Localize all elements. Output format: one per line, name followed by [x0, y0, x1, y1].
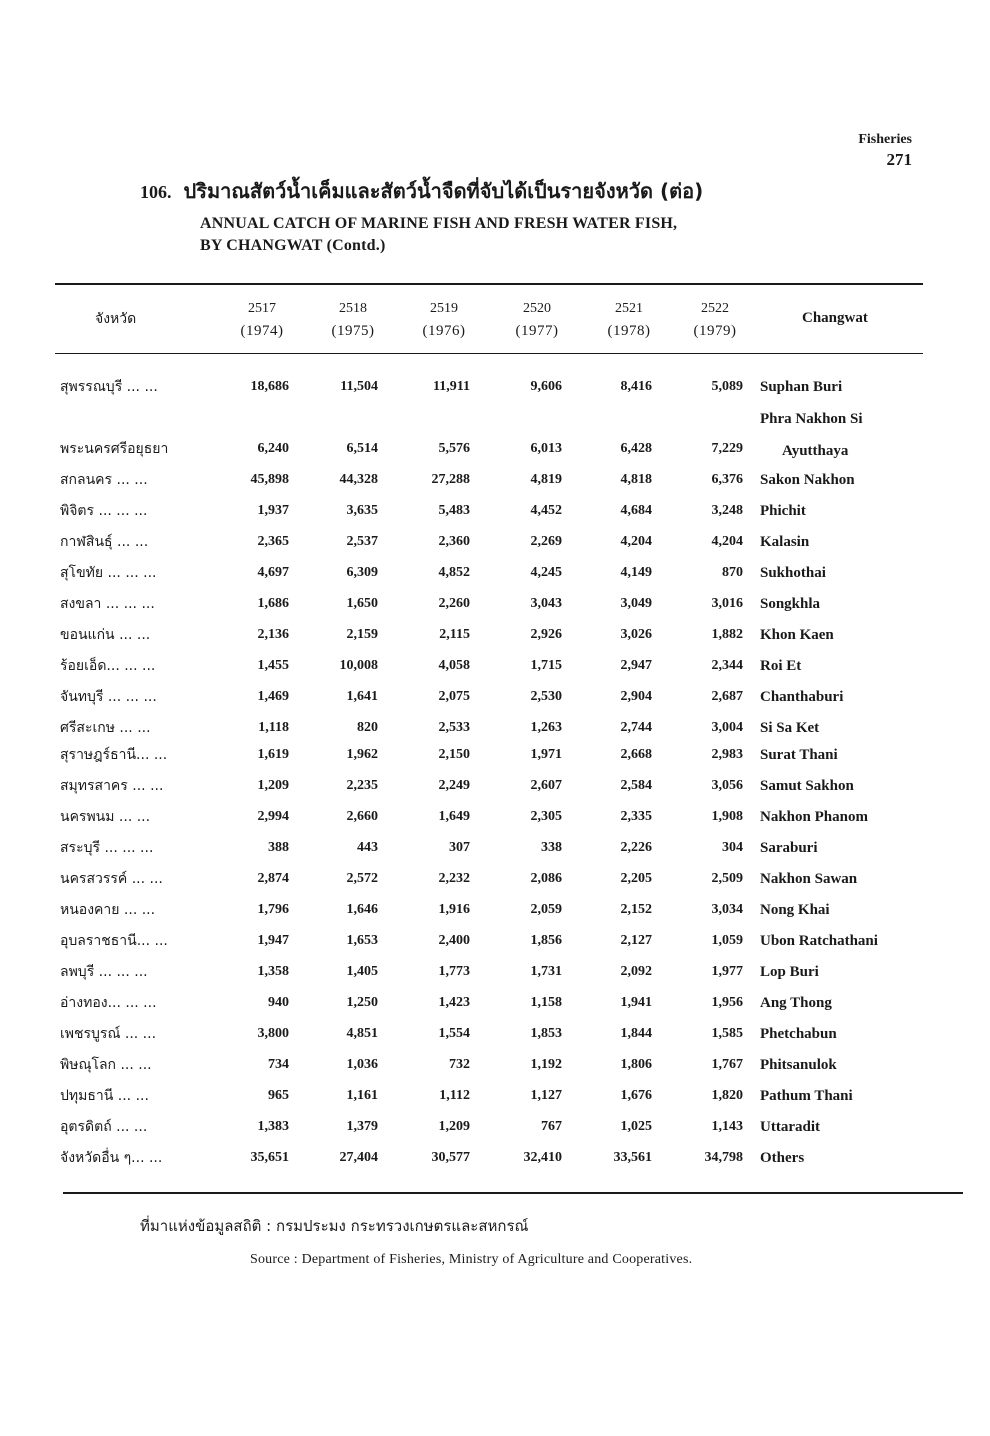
header-ce-year: (1976) — [422, 323, 466, 339]
table-row — [0, 651, 990, 682]
value-1978: 3,026 — [620, 627, 652, 642]
value-1974: 2,365 — [257, 534, 289, 549]
value-1979: 5,089 — [711, 379, 743, 394]
changwat-english: Suphan Buri — [760, 379, 843, 395]
value-1975: 1,653 — [346, 933, 378, 948]
value-1976: 4,852 — [438, 565, 470, 580]
table-row — [0, 864, 990, 895]
changwat-english: Nakhon Phanom — [760, 809, 868, 825]
source-english: Source : Department of Fisheries, Ministry of Agriculture and Cooperatives. — [250, 1252, 693, 1267]
table-row — [0, 1081, 990, 1112]
value-1978: 2,152 — [620, 902, 652, 917]
header-ce-year: (1978) — [607, 323, 651, 339]
table-row — [0, 926, 990, 957]
value-1977: 1,853 — [530, 1026, 562, 1041]
table-row — [0, 833, 990, 864]
changwat-thai: หนองคาย ... ... — [60, 902, 156, 918]
section-label: Fisheries — [858, 132, 912, 147]
value-1977: 9,606 — [530, 379, 562, 394]
header-be-year: 2520 — [523, 301, 551, 316]
value-1977: 2,269 — [530, 534, 562, 549]
value-1977: 1,731 — [530, 964, 562, 979]
changwat-thai: อุบลราชธานี... ... — [60, 933, 168, 949]
changwat-thai: สุราษฎร์ธานี... ... — [60, 747, 168, 763]
value-1977: 2,607 — [530, 778, 562, 793]
table-row — [0, 403, 990, 465]
header-be-year: 2519 — [430, 301, 458, 316]
changwat-english-line-1: Phra Nakhon Si — [760, 411, 863, 427]
value-1977: 2,926 — [530, 627, 562, 642]
title-thai-text: ปริมาณสัตว์น้ำเค็มและสัตว์น้ำจืดที่จับได้เป็นรายจังหวัด (ต่อ) — [183, 179, 704, 203]
value-1977: 1,158 — [530, 995, 562, 1010]
value-1974: 2,136 — [257, 627, 289, 642]
value-1976: 1,649 — [438, 809, 470, 824]
value-1976: 2,400 — [438, 933, 470, 948]
value-1974: 734 — [268, 1057, 289, 1072]
value-1977: 767 — [541, 1119, 562, 1134]
value-1978: 4,204 — [620, 534, 652, 549]
value-1975: 2,537 — [346, 534, 378, 549]
header-be-year: 2521 — [615, 301, 643, 316]
value-1979: 3,034 — [711, 902, 743, 917]
value-1974: 1,455 — [257, 658, 289, 673]
value-1978: 6,428 — [620, 441, 652, 456]
title-english-line-2: BY CHANGWAT (Contd.) — [200, 237, 386, 254]
source-thai: ที่มาแห่งข้อมูลสถิติ : กรมประมง กระทรวงเกษตรและสหกรณ์ — [140, 1217, 529, 1235]
changwat-english: Khon Kaen — [760, 627, 834, 643]
changwat-thai: อุตรดิตถ์ ... ... — [60, 1119, 148, 1135]
table-row — [0, 1050, 990, 1081]
header-changwat-english: Changwat — [802, 310, 868, 326]
header-ce-year: (1977) — [515, 323, 559, 339]
value-1974: 1,796 — [257, 902, 289, 917]
header-year-1978 — [597, 298, 661, 342]
changwat-english: Nong Khai — [760, 902, 830, 918]
value-1979: 3,004 — [711, 720, 743, 735]
value-1978: 2,947 — [620, 658, 652, 673]
header-rule — [55, 353, 923, 354]
changwat-thai: ลพบุรี ... ... ... — [60, 964, 148, 980]
value-1978: 4,684 — [620, 503, 652, 518]
value-1978: 33,561 — [613, 1150, 652, 1165]
value-1976: 307 — [449, 840, 470, 855]
header-year-1979 — [683, 298, 747, 342]
value-1975: 3,635 — [346, 503, 378, 518]
value-1979: 34,798 — [704, 1150, 743, 1165]
table-row — [0, 1112, 990, 1143]
value-1974: 965 — [268, 1088, 289, 1103]
value-1975: 2,235 — [346, 778, 378, 793]
changwat-thai: กาฬสินธุ์ ... ... — [60, 534, 149, 550]
table-row — [0, 527, 990, 558]
changwat-english: Ubon Ratchathani — [760, 933, 878, 949]
value-1975: 820 — [357, 720, 378, 735]
changwat-thai: พระนครศรีอยุธยา — [60, 441, 169, 457]
value-1977: 3,043 — [530, 596, 562, 611]
value-1975: 4,851 — [346, 1026, 378, 1041]
table-row — [0, 1019, 990, 1050]
value-1975: 10,008 — [339, 658, 378, 673]
table-row — [0, 802, 990, 833]
changwat-thai: สุโขทัย ... ... ... — [60, 565, 157, 581]
value-1977: 2,086 — [530, 871, 562, 886]
table-row — [0, 558, 990, 589]
changwat-english: Chanthaburi — [760, 689, 844, 705]
changwat-english: Samut Sakhon — [760, 778, 854, 794]
value-1978: 2,205 — [620, 871, 652, 886]
changwat-thai: ร้อยเอ็ด... ... ... — [60, 658, 156, 674]
changwat-thai: ศรีสะเกษ ... ... — [60, 720, 151, 736]
changwat-english: Nakhon Sawan — [760, 871, 858, 887]
value-1974: 4,697 — [257, 565, 289, 580]
value-1979: 1,767 — [711, 1057, 743, 1072]
value-1974: 1,358 — [257, 964, 289, 979]
value-1979: 4,204 — [711, 534, 743, 549]
changwat-english: Lop Buri — [760, 964, 819, 980]
value-1977: 1,263 — [530, 720, 562, 735]
value-1976: 1,554 — [438, 1026, 470, 1041]
value-1978: 3,049 — [620, 596, 652, 611]
value-1977: 4,245 — [530, 565, 562, 580]
value-1978: 4,149 — [620, 565, 652, 580]
value-1976: 5,576 — [438, 441, 470, 456]
value-1979: 1,882 — [711, 627, 743, 642]
changwat-english: Pathum Thani — [760, 1088, 853, 1104]
value-1978: 2,127 — [620, 933, 652, 948]
changwat-thai: เพชรบูรณ์ ... ... — [60, 1026, 157, 1042]
value-1974: 18,686 — [250, 379, 289, 394]
value-1974: 940 — [268, 995, 289, 1010]
table-row — [0, 957, 990, 988]
value-1976: 2,232 — [438, 871, 470, 886]
value-1974: 1,619 — [257, 747, 289, 762]
value-1977: 2,059 — [530, 902, 562, 917]
value-1974: 45,898 — [250, 472, 289, 487]
value-1974: 1,947 — [257, 933, 289, 948]
changwat-english: Phitsanulok — [760, 1057, 837, 1073]
table-row — [0, 1143, 990, 1174]
value-1974: 2,874 — [257, 871, 289, 886]
catch-table — [0, 372, 990, 1174]
changwat-thai: ปทุมธานี ... ... — [60, 1088, 149, 1104]
changwat-english: Saraburi — [760, 840, 818, 856]
value-1976: 2,360 — [438, 534, 470, 549]
value-1975: 1,250 — [346, 995, 378, 1010]
value-1979: 6,376 — [711, 472, 743, 487]
value-1978: 1,676 — [620, 1088, 652, 1103]
value-1976: 30,577 — [431, 1150, 470, 1165]
value-1976: 1,423 — [438, 995, 470, 1010]
value-1975: 443 — [357, 840, 378, 855]
header-changwat-thai: จังหวัด — [95, 311, 137, 327]
table-row — [0, 713, 990, 740]
changwat-thai: สุพรรณบุรี ... ... — [60, 379, 158, 395]
value-1977: 4,819 — [530, 472, 562, 487]
value-1974: 388 — [268, 840, 289, 855]
source-note — [140, 1212, 900, 1270]
changwat-english: Phetchabun — [760, 1026, 837, 1042]
value-1976: 2,249 — [438, 778, 470, 793]
value-1979: 1,820 — [711, 1088, 743, 1103]
value-1978: 2,335 — [620, 809, 652, 824]
value-1974: 1,469 — [257, 689, 289, 704]
header-be-year: 2522 — [701, 301, 729, 316]
header-year-1974 — [230, 298, 294, 342]
value-1975: 2,660 — [346, 809, 378, 824]
value-1978: 2,226 — [620, 840, 652, 855]
changwat-thai: พิจิตร ... ... ... — [60, 503, 148, 519]
changwat-english: Ang Thong — [760, 995, 832, 1011]
value-1978: 1,025 — [620, 1119, 652, 1134]
table-row — [0, 372, 990, 403]
value-1978: 4,818 — [620, 472, 652, 487]
table-row — [0, 895, 990, 926]
value-1977: 338 — [541, 840, 562, 855]
value-1975: 1,646 — [346, 902, 378, 917]
value-1976: 2,075 — [438, 689, 470, 704]
value-1979: 2,509 — [711, 871, 743, 886]
value-1976: 4,058 — [438, 658, 470, 673]
value-1974: 2,994 — [257, 809, 289, 824]
header-ce-year: (1979) — [693, 323, 737, 339]
value-1978: 1,844 — [620, 1026, 652, 1041]
header-be-year: 2518 — [339, 301, 367, 316]
top-rule — [55, 283, 923, 285]
changwat-thai: สกลนคร ... ... — [60, 472, 148, 488]
value-1979: 1,585 — [711, 1026, 743, 1041]
value-1979: 1,143 — [711, 1119, 743, 1134]
value-1978: 2,744 — [620, 720, 652, 735]
changwat-english: Ayutthaya — [782, 443, 849, 459]
value-1979: 1,956 — [711, 995, 743, 1010]
value-1976: 732 — [449, 1057, 470, 1072]
value-1977: 2,530 — [530, 689, 562, 704]
value-1975: 1,405 — [346, 964, 378, 979]
value-1978: 1,941 — [620, 995, 652, 1010]
value-1977: 1,856 — [530, 933, 562, 948]
value-1976: 11,911 — [433, 379, 470, 394]
value-1979: 1,908 — [711, 809, 743, 824]
value-1975: 1,641 — [346, 689, 378, 704]
value-1975: 1,161 — [346, 1088, 378, 1103]
value-1978: 2,904 — [620, 689, 652, 704]
table-number: 106. — [140, 182, 172, 202]
title-thai — [140, 176, 840, 207]
changwat-thai: นครสวรรค์ ... ... — [60, 871, 163, 887]
value-1976: 27,288 — [431, 472, 470, 487]
value-1979: 304 — [722, 840, 743, 855]
value-1975: 1,650 — [346, 596, 378, 611]
value-1979: 2,344 — [711, 658, 743, 673]
changwat-english: Uttaradit — [760, 1119, 820, 1135]
changwat-english: Surat Thani — [760, 747, 838, 763]
header-ce-year: (1975) — [331, 323, 375, 339]
value-1979: 2,687 — [711, 689, 743, 704]
value-1978: 8,416 — [620, 379, 652, 394]
page-header — [858, 130, 912, 170]
value-1976: 2,150 — [438, 747, 470, 762]
table-title — [140, 176, 840, 257]
value-1979: 2,983 — [711, 747, 743, 762]
header-year-1976 — [412, 298, 476, 342]
changwat-english: Phichit — [760, 503, 806, 519]
changwat-thai: จันทบุรี ... ... ... — [60, 689, 157, 705]
header-year-1977 — [505, 298, 569, 342]
value-1979: 7,229 — [711, 441, 743, 456]
value-1975: 6,514 — [346, 441, 378, 456]
value-1974: 1,118 — [258, 720, 289, 735]
value-1975: 2,159 — [346, 627, 378, 642]
changwat-thai: สงขลา ... ... ... — [60, 596, 155, 612]
value-1979: 1,977 — [711, 964, 743, 979]
value-1974: 1,383 — [257, 1119, 289, 1134]
changwat-thai: สมุทรสาคร ... ... — [60, 778, 164, 794]
value-1977: 1,192 — [530, 1057, 562, 1072]
value-1974: 6,240 — [257, 441, 289, 456]
table-row — [0, 988, 990, 1019]
value-1976: 2,260 — [438, 596, 470, 611]
value-1977: 6,013 — [530, 441, 562, 456]
value-1975: 44,328 — [339, 472, 378, 487]
header-be-year: 2517 — [248, 301, 276, 316]
value-1977: 1,715 — [530, 658, 562, 673]
table-row — [0, 589, 990, 620]
value-1979: 3,248 — [711, 503, 743, 518]
value-1976: 1,916 — [438, 902, 470, 917]
value-1979: 3,056 — [711, 778, 743, 793]
changwat-english: Songkhla — [760, 596, 821, 612]
value-1978: 2,668 — [620, 747, 652, 762]
changwat-thai: สระบุรี ... ... ... — [60, 840, 154, 856]
value-1977: 32,410 — [523, 1150, 562, 1165]
table-row — [0, 740, 990, 771]
table-header — [0, 298, 990, 350]
value-1975: 27,404 — [339, 1150, 378, 1165]
value-1976: 1,209 — [438, 1119, 470, 1134]
title-english-line-1: ANNUAL CATCH OF MARINE FISH AND FRESH WATER FISH, — [200, 215, 678, 232]
table-row — [0, 465, 990, 496]
value-1974: 3,800 — [257, 1026, 289, 1041]
changwat-thai: อ่างทอง... ... ... — [60, 995, 157, 1011]
title-english — [200, 213, 840, 257]
value-1976: 5,483 — [438, 503, 470, 518]
changwat-thai: พิษณุโลก ... ... — [60, 1057, 152, 1073]
changwat-english: Roi Et — [760, 658, 802, 674]
value-1974: 1,937 — [257, 503, 289, 518]
value-1977: 1,971 — [530, 747, 562, 762]
value-1975: 1,379 — [346, 1119, 378, 1134]
changwat-english: Sukhothai — [760, 565, 826, 581]
value-1977: 4,452 — [530, 503, 562, 518]
value-1978: 2,092 — [620, 964, 652, 979]
value-1975: 6,309 — [346, 565, 378, 580]
value-1974: 1,686 — [257, 596, 289, 611]
value-1976: 1,112 — [439, 1088, 470, 1103]
value-1975: 11,504 — [340, 379, 378, 394]
value-1974: 1,209 — [257, 778, 289, 793]
changwat-english: Kalasin — [760, 534, 810, 550]
value-1979: 1,059 — [711, 933, 743, 948]
value-1979: 3,016 — [711, 596, 743, 611]
bottom-rule — [63, 1192, 963, 1194]
value-1974: 35,651 — [250, 1150, 289, 1165]
header-year-1975 — [321, 298, 385, 342]
value-1976: 2,533 — [438, 720, 470, 735]
value-1976: 1,773 — [438, 964, 470, 979]
value-1976: 2,115 — [439, 627, 470, 642]
table-row — [0, 771, 990, 802]
changwat-thai: จังหวัดอื่น ๆ... ... — [60, 1150, 163, 1166]
changwat-english: Others — [760, 1150, 805, 1166]
changwat-thai: นครพนม ... ... — [60, 809, 151, 825]
table-row — [0, 682, 990, 713]
value-1978: 2,584 — [620, 778, 652, 793]
page-number: 271 — [886, 150, 912, 169]
value-1975: 1,962 — [346, 747, 378, 762]
value-1977: 2,305 — [530, 809, 562, 824]
value-1977: 1,127 — [530, 1088, 562, 1103]
table-row — [0, 620, 990, 651]
changwat-english: Sakon Nakhon — [760, 472, 855, 488]
changwat-english: Si Sa Ket — [760, 720, 820, 736]
value-1979: 870 — [722, 565, 743, 580]
changwat-thai: ขอนแก่น ... ... — [60, 627, 151, 643]
table-row — [0, 496, 990, 527]
value-1978: 1,806 — [620, 1057, 652, 1072]
header-ce-year: (1974) — [240, 323, 284, 339]
value-1975: 2,572 — [346, 871, 378, 886]
value-1975: 1,036 — [346, 1057, 378, 1072]
